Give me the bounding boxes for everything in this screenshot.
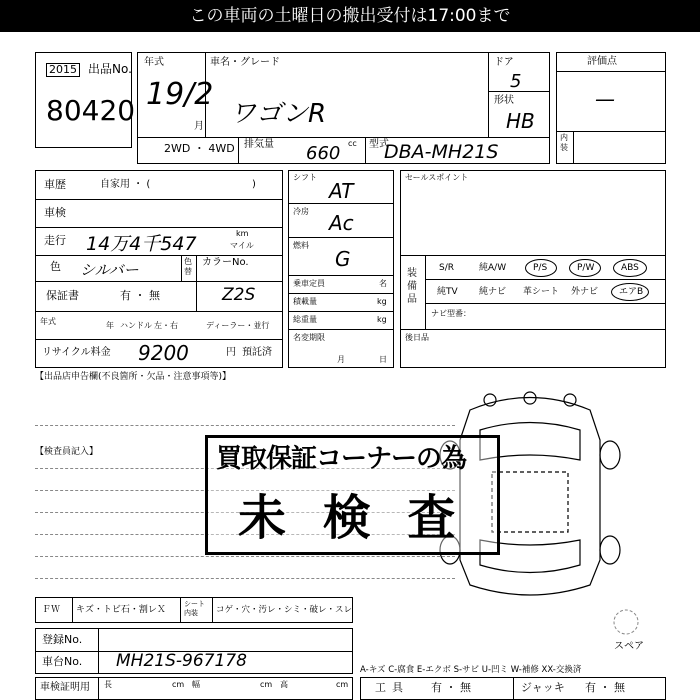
equip-tv: 純TV <box>437 287 458 297</box>
shift-label: シフト <box>293 173 317 182</box>
mech-box <box>288 170 394 368</box>
color-no-label: カラーNo. <box>202 257 249 268</box>
warranty-options: 有 ・ 無 <box>120 289 160 302</box>
cert-length: 長 <box>104 680 112 689</box>
registration-box <box>35 628 353 674</box>
shift-value: AT <box>329 179 354 203</box>
tools-row <box>360 677 666 700</box>
tool-label: 工具 <box>375 681 409 694</box>
fw-label: ＦＷ <box>42 605 61 615</box>
banner-text: この車両の土曜日の搬出受付は17:00まで <box>189 6 511 26</box>
equip-ps: P/S <box>533 263 548 273</box>
seat-label: シート内装 <box>184 600 205 617</box>
seller-notes-label: 【出品店申告欄(不良箇所・欠品・注意事項等)】 <box>35 372 232 382</box>
stamp-line1: 買取保証コーナーの為 <box>216 444 467 474</box>
equip-airbag: エアB <box>619 287 644 297</box>
ac-label: 冷房 <box>293 207 309 216</box>
equip-navi: 純ナビ <box>479 287 507 297</box>
cert-width-unit: cm <box>260 680 273 689</box>
jack-label: ジャッキ <box>521 681 565 694</box>
lot-label: 出品No. <box>88 62 132 76</box>
color-change-label: 色替 <box>184 257 192 276</box>
recycle-label: リサイクル料金 <box>42 347 111 358</box>
inspection-label: 車検 <box>44 206 66 219</box>
name-label: 車名・グレード <box>210 57 280 68</box>
chassis-label: 車台No. <box>42 655 83 668</box>
reg-label: 登録No. <box>42 633 83 646</box>
score-box <box>556 52 666 164</box>
equip-aw: 純A/W <box>479 263 507 273</box>
ownerchange-day: 日 <box>379 355 387 364</box>
top-banner <box>0 0 700 32</box>
cert-width: 幅 <box>192 680 200 689</box>
score-label: 評価点 <box>587 56 617 67</box>
color-value: シルバー <box>80 261 139 279</box>
inspector-label: 【検査員記入】 <box>35 447 99 457</box>
year-label: 年式 <box>144 57 164 68</box>
cert-height-unit: cm <box>336 680 349 689</box>
history-box <box>35 170 283 368</box>
navi-model-label: ナビ型番： <box>431 309 471 318</box>
chassis-value: MH21S-967178 <box>116 651 247 671</box>
weight-label: 総重量 <box>293 315 317 324</box>
shape-value: HB <box>506 109 535 133</box>
inspection-stamp <box>205 435 500 555</box>
color-no-value: Z2S <box>222 285 256 305</box>
displacement-label: 排気量 <box>244 139 274 150</box>
seat-text: コゲ・穴・汚レ・シミ・破レ・スレ <box>216 605 353 615</box>
jack-options: 有 ・ 無 <box>585 681 625 694</box>
displacement-unit: cc <box>348 139 357 148</box>
fw-text: キズ・トビ石・割レＸ <box>76 605 166 615</box>
history-text: 自家用 ・ ( <box>100 179 151 190</box>
equipment-label: 装備品 <box>407 268 417 305</box>
recycle-unit: 円 <box>226 347 236 358</box>
legend-row <box>35 597 353 623</box>
handle-prefix: ハンドル <box>120 321 152 330</box>
displacement-value: 660 <box>306 143 341 164</box>
salespoint-label: セールスポイント <box>405 173 469 182</box>
mileage-unit-mile: マイル <box>230 241 254 250</box>
capacity-unit: 名 <box>379 279 387 288</box>
mileage-unit-km: km <box>236 229 249 238</box>
interior-label: 内装 <box>560 133 568 152</box>
history-label: 車歴 <box>44 178 66 191</box>
recycle-status: 預託済 <box>242 347 272 358</box>
equip-leather: 革シート <box>523 287 560 297</box>
equip-sr: S/R <box>439 263 454 273</box>
dealer-label: ディーラー・並行 <box>206 321 270 330</box>
equip-abs: ABS <box>621 263 639 273</box>
load-label: 積載量 <box>293 297 317 306</box>
mileage-value: 14万4千547 <box>86 233 197 255</box>
handle-label: 左・右 <box>154 321 178 330</box>
damage-codes: A-キズ C-腐食 E-エクボ S-サビ U-凹ミ W-補修 XX-交換済 <box>360 665 582 675</box>
cert-length-unit: cm <box>172 680 185 689</box>
load-unit: kg <box>377 297 387 306</box>
ac-value: Ac <box>329 211 354 235</box>
equip-extnavi: 外ナビ <box>571 287 599 297</box>
model-year-unit: 年 <box>106 321 114 330</box>
warranty-label: 保証書 <box>46 289 79 302</box>
drive-label: 2WD ・ 4WD <box>164 142 235 155</box>
lot-year: 2015 <box>46 63 80 77</box>
ownerchange-label: 名変期限 <box>293 333 325 342</box>
ownerchange-month: 月 <box>337 355 345 364</box>
year-month-unit: 月 <box>194 121 204 132</box>
sales-box <box>400 170 666 368</box>
year-value: 19/2 <box>146 77 214 112</box>
tool-options: 有 ・ 無 <box>431 681 471 694</box>
lot-number: 80420 <box>46 94 136 127</box>
spare-label: スペア <box>614 641 644 652</box>
spare-tire-icon <box>612 608 640 636</box>
name-value: ワゴンR <box>230 99 327 129</box>
recycle-value: 9200 <box>138 341 189 365</box>
door-label: ドア <box>494 57 514 68</box>
color-label: 色 <box>50 260 61 273</box>
cert-label: 車検証明用 <box>40 682 90 693</box>
stamp-line2: 未 検 査 <box>238 490 466 546</box>
model-year-label: 年式 <box>40 317 56 326</box>
shape-label: 形状 <box>494 95 514 106</box>
fuel-label: 燃料 <box>293 241 309 250</box>
equip-pw: P/W <box>577 263 595 273</box>
capacity-label: 乗車定員 <box>293 279 325 288</box>
model-value: DBA-MH21S <box>384 141 499 163</box>
vehicle-info-box <box>137 52 550 164</box>
model-label: 型式 <box>369 139 389 150</box>
cert-row <box>35 677 353 700</box>
fuel-value: G <box>335 247 351 271</box>
after-label: 後日品 <box>405 333 429 342</box>
history-close: ) <box>252 179 256 190</box>
weight-unit: kg <box>377 315 387 324</box>
score-value: — <box>595 87 615 111</box>
door-value: 5 <box>510 71 522 92</box>
mileage-label: 走行 <box>44 234 66 247</box>
lot-box <box>35 52 136 148</box>
cert-height: 高 <box>280 680 288 689</box>
